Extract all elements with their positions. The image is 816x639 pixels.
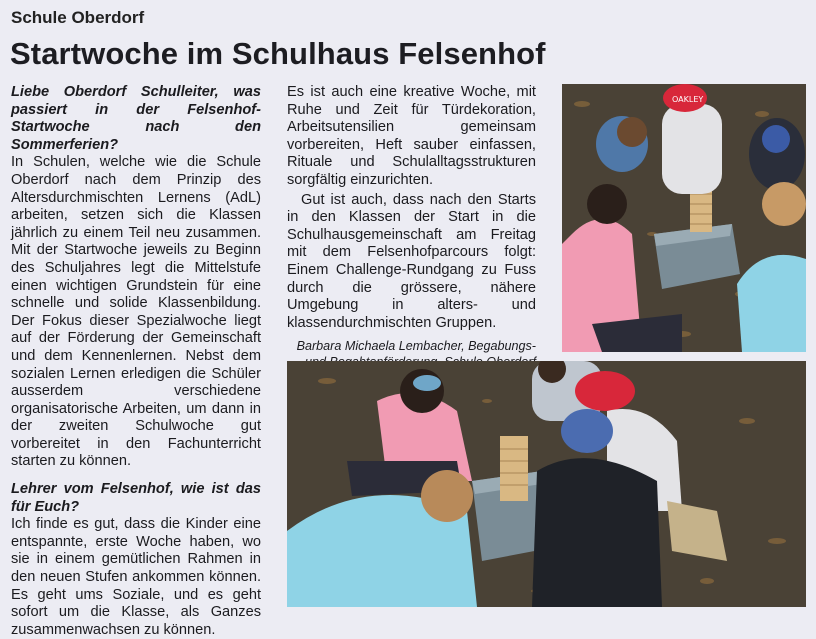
interview-question-2: Lehrer vom Felsenhof, wie ist das für Euch? bbox=[11, 481, 261, 515]
article-column-middle bbox=[287, 84, 536, 370]
interview-answer-1: In Schulen, welche wie die Schule Oberdorf nach dem Prinzip des Altersdurchmischten Lernens (AdL) arbeiten, setzen sich die Klassen jährlich zu einem Teil neu zusammen. Mit der Startwoche jeweils zu Beginn des Schuljahres legt die Mittelstufe einen wichtigen Grundstein für eine schnelle und solide Klassenbildung. Der Fokus dieser Spezialwoche liegt auf der Förderung der Gemeinschaft und dem Kennenlernen. Nebst dem sozialen Lernen erledigen die Schüler ausserdem verschiedene organisatorische Arbeiten, um dann in der zweiten Schulwoche gut vorbereitet in den Fachunterricht starten zu können. bbox=[11, 154, 261, 470]
article-headline: Startwoche im Schulhaus Felsenhof bbox=[10, 36, 546, 71]
interview-question-1: Liebe Oberdorf Schulleiter, was passiert in der Felsenhof-Startwoche nach den Sommerferien? bbox=[11, 84, 261, 153]
cap-logo-text: OAKLEY bbox=[672, 95, 704, 104]
photo-kids-tower-game-bottom bbox=[287, 361, 806, 607]
signature-line-1: Barbara Michaela Lembacher, Begabungs- bbox=[296, 339, 536, 354]
article-column-left bbox=[11, 84, 261, 639]
photo-kids-tower-game-top bbox=[562, 84, 806, 352]
paragraph-felsenhofparcours: Gut ist auch, dass nach den Starts in den Klassen der Start in die Schulhausgemeinschaft am Freitag mit dem Felsenhofparcours folgt: Einem Challenge-Rundgang zu Fuss durch die grössere, nähere Umgebung in alters- und klassendurchmischten Gruppen. bbox=[287, 191, 536, 331]
section-kicker: Schule Oberdorf bbox=[11, 8, 145, 27]
paragraph-creative-week: Es ist auch eine kreative Woche, mit Ruhe und Zeit für Türdekoration, Arbeitsutensilien gemeinsam vorbereiten, Heft sauber einfassen, Rituale und Schulalltagsstrukturen sorgfältig einzurichten. bbox=[287, 84, 536, 188]
interview-answer-2: Ich finde es gut, dass die Kinder eine entspannte, erste Woche haben, wo sie in einem gemütlichen Rahmen in den neuen Stufen ankommen können. Es geht ums Soziale, und es geht sofort um die Klasse, als Ganzes zusammenwachsen zu können. bbox=[11, 516, 261, 638]
